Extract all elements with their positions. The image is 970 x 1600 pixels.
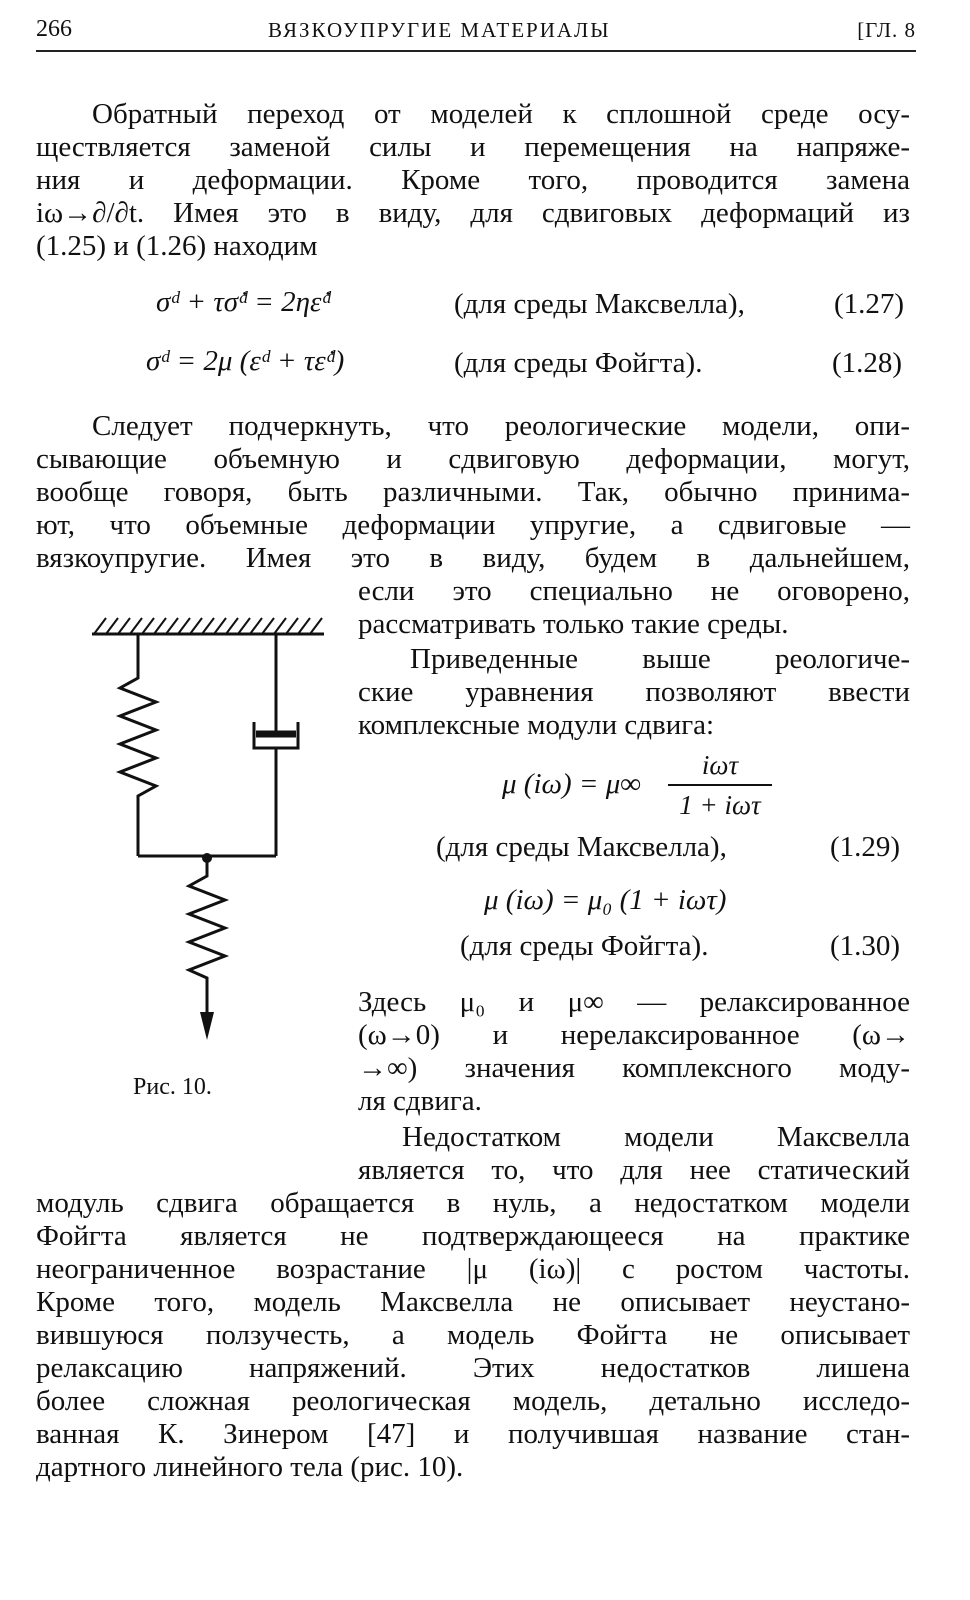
rheological-model-diagram bbox=[80, 600, 340, 1050]
lower-spring bbox=[189, 858, 225, 1030]
para5-line-6: релаксацию напряжений. Этих недостатков лишена bbox=[36, 1352, 910, 1384]
para4-line-3: →∞) значения комплексного моду- bbox=[358, 1052, 910, 1084]
para2-line-3: вообще говоря, быть различными. Так, обычно принима- bbox=[36, 476, 910, 508]
equation-1-27: σᵈ + τσ̇ᵈ = 2ηε̇ᵈ bbox=[156, 286, 331, 318]
fraction-bar bbox=[668, 784, 772, 786]
equation-1-30-number: (1.30) bbox=[830, 930, 901, 962]
dashpot bbox=[254, 634, 298, 856]
fixed-support-hatch bbox=[92, 618, 324, 634]
equation-1-28-note: (для среды Фойгта). bbox=[454, 347, 703, 379]
para5-line-8: ванная К. Зинером [47] и получившая название стан- bbox=[36, 1418, 910, 1450]
para3-line-3: комплексные модули сдвига: bbox=[358, 709, 715, 741]
equation-1-28: σᵈ = 2μ (εᵈ + τε̇ᵈ) bbox=[146, 345, 345, 377]
para1-line-5: (1.25) и (1.26) находим bbox=[36, 230, 318, 262]
para4-line-2: (ω→0) и нерелаксированное (ω→ bbox=[358, 1019, 910, 1051]
para5-narrow-line-2: является то, что для нее статический bbox=[358, 1154, 910, 1186]
para1-line-4: iω→∂/∂t. Имея это в виду, для сдвиговых деформаций из bbox=[36, 197, 910, 229]
para5-line-9: дартного линейного тела (рис. 10). bbox=[36, 1451, 464, 1483]
para2-line-2: сывающие объемную и сдвиговую деформации, могут, bbox=[36, 443, 910, 475]
para1-line-2: ществляется заменой силы и перемещения на напряже- bbox=[36, 131, 910, 163]
para4-line-1: Здесь μ₀ и μ∞ — релаксированное bbox=[358, 986, 910, 1018]
equation-1-28-number: (1.28) bbox=[832, 347, 903, 379]
para3-line-2: ские уравнения позволяют ввести bbox=[358, 676, 910, 708]
header-rule bbox=[36, 50, 916, 52]
para4-line-4: ля сдвига. bbox=[358, 1085, 482, 1117]
para5-line-1: модуль сдвига обращается в нуль, а недостатком модели bbox=[36, 1187, 910, 1219]
figure-caption: Рис. 10. bbox=[133, 1074, 212, 1100]
equation-1-30: μ (iω) = μ₀ (1 + iωτ) bbox=[484, 884, 727, 916]
equation-1-29-note: (для среды Максвелла), bbox=[436, 831, 727, 863]
equation-1-27-number: (1.27) bbox=[834, 288, 905, 320]
para5-line-2: Фойгта является не подтверждающееся на практике bbox=[36, 1220, 910, 1252]
para3-line-1: Приведенные выше реологиче- bbox=[410, 643, 910, 675]
load-arrow bbox=[200, 1012, 214, 1040]
para2-line-4: ют, что объемные деформации упругие, а сдвиговые — bbox=[36, 509, 910, 541]
equation-1-29-number: (1.29) bbox=[830, 831, 901, 863]
para1-line-1: Обратный переход от моделей к сплошной среде осу- bbox=[92, 98, 910, 130]
para5-line-3: неограниченное возрастание |μ (iω)| с ростом частоты. bbox=[36, 1253, 910, 1285]
para2-narrow-line-2: рассматривать только такие среды. bbox=[358, 608, 789, 640]
para5-line-5: вившуюся ползучесть, а модель Фойгта не описывает bbox=[36, 1319, 910, 1351]
para2-narrow-line-1: если это специально не оговорено, bbox=[358, 575, 910, 607]
para5-line-4: Кроме того, модель Максвелла не описывает неустано- bbox=[36, 1286, 910, 1318]
para5-line-7: более сложная реологическая модель, детально исследо- bbox=[36, 1385, 910, 1417]
running-header bbox=[36, 14, 916, 48]
para2-line-1: Следует подчеркнуть, что реологические модели, опи- bbox=[92, 410, 910, 442]
equation-1-29-denominator: 1 + iωτ bbox=[679, 790, 761, 820]
para1-line-3: ния и деформации. Кроме того, проводится замена bbox=[36, 164, 910, 196]
running-title: ВЯЗКОУПРУГИЕ МАТЕРИАЛЫ bbox=[268, 18, 611, 42]
upper-spring bbox=[120, 634, 156, 856]
equation-1-30-note: (для среды Фойгта). bbox=[460, 930, 709, 962]
para5-narrow-line-1: Недостатком модели Максвелла bbox=[402, 1121, 910, 1153]
equation-1-29-lhs: μ (iω) = μ∞ bbox=[502, 768, 641, 800]
para2-line-5: вязкоупругие. Имея это в виду, будем в дальнейшем, bbox=[36, 542, 910, 574]
page-number: 266 bbox=[36, 16, 72, 42]
equation-1-29-numerator: iωτ bbox=[701, 750, 739, 780]
chapter-label: [ГЛ. 8 bbox=[857, 18, 916, 42]
equation-1-27-note: (для среды Максвелла), bbox=[454, 288, 745, 320]
